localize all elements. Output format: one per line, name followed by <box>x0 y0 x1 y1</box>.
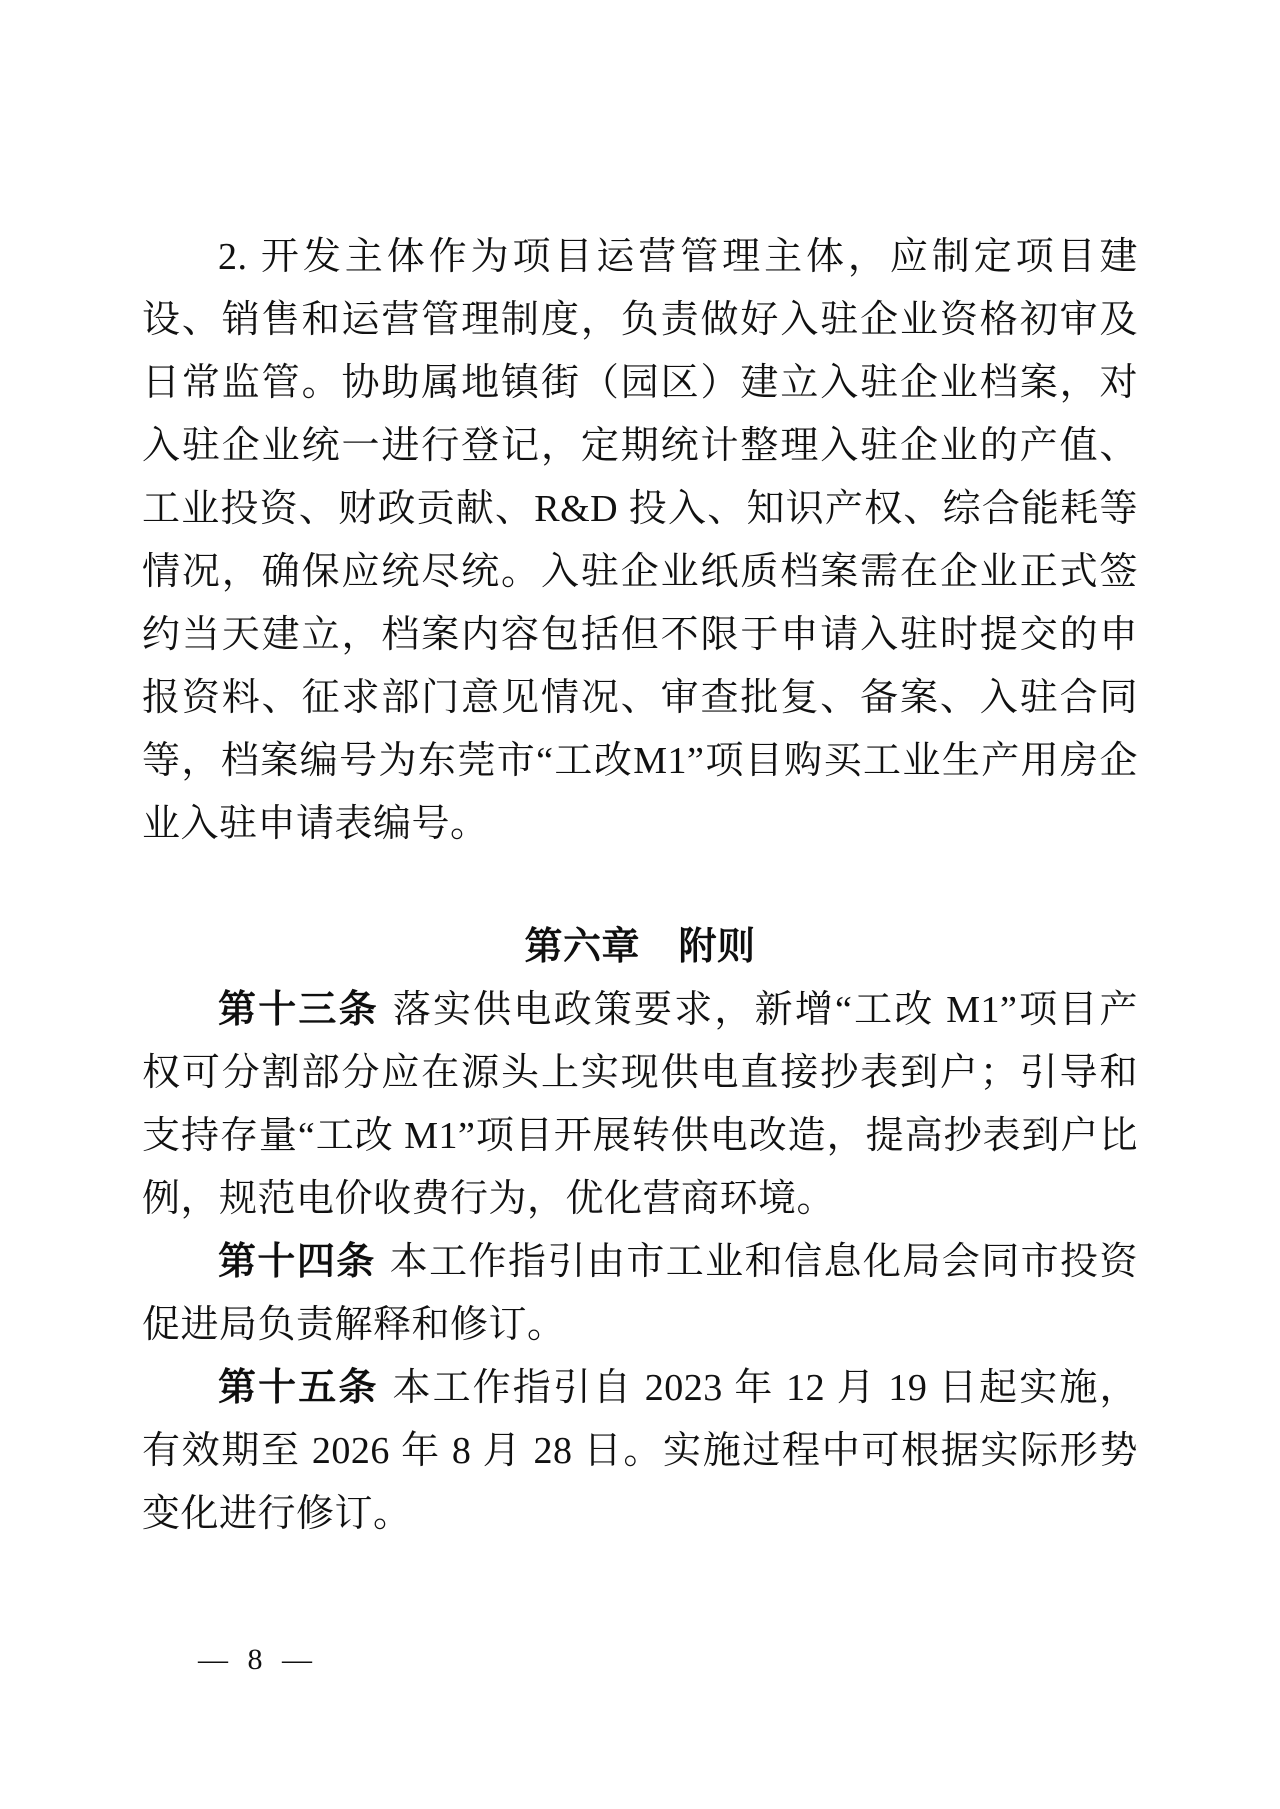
article-14-label: 第十四条 <box>218 1241 376 1283</box>
article-13-text: 落实供电政策要求，新增“工改 M1”项目产权可分割部分应在源头上实现供电直接抄表到户；引导和支持存量“工改 M1”项目开展转供电改造，提高抄表到户比例，规范电价收费行为，优化营商环境。 <box>142 989 1138 1220</box>
article-13-label: 第十三条 <box>218 989 379 1031</box>
chapter-heading: 第六章 附则 <box>524 926 756 968</box>
article-14-text: 本工作指引由市工业和信息化局会同市投资促进局负责解释和修订。 <box>142 1241 1138 1346</box>
article-15-text: 本工作指引自 2023 年 12 月 19 日起实施，有效期至 2026 年 8 月 28 日。实施过程中可根据实际形势变化进行修订。 <box>142 1367 1138 1535</box>
page-number: — 8 — <box>198 1643 318 1676</box>
document-body <box>142 226 1138 1546</box>
article-15 <box>142 1357 1138 1546</box>
article-14 <box>142 1231 1138 1357</box>
paragraph-operations <box>142 226 1138 856</box>
paragraph-operations-text: 2. 开发主体作为项目运营管理主体，应制定项目建设、销售和运营管理制度，负责做好入驻企业资格初审及日常监管。协助属地镇街（园区）建立入驻企业档案，对入驻企业统一进行登记，定期统计整理入驻企业的产值、工业投资、财政贡献、R&D 投入、知识产权、综合能耗等情况，确保应统尽统。入驻企业纸质档案需在企业正式签约当天建立，档案内容包括但不限于申请入驻时提交的申报资料、征求部门意见情况、审查批复、备案、入驻合同等，档案编号为东莞市“工改M1”项目购买工业生产用房企业入驻申请表编号。 <box>142 236 1138 845</box>
article-13 <box>142 979 1138 1231</box>
article-15-label: 第十五条 <box>218 1367 379 1409</box>
